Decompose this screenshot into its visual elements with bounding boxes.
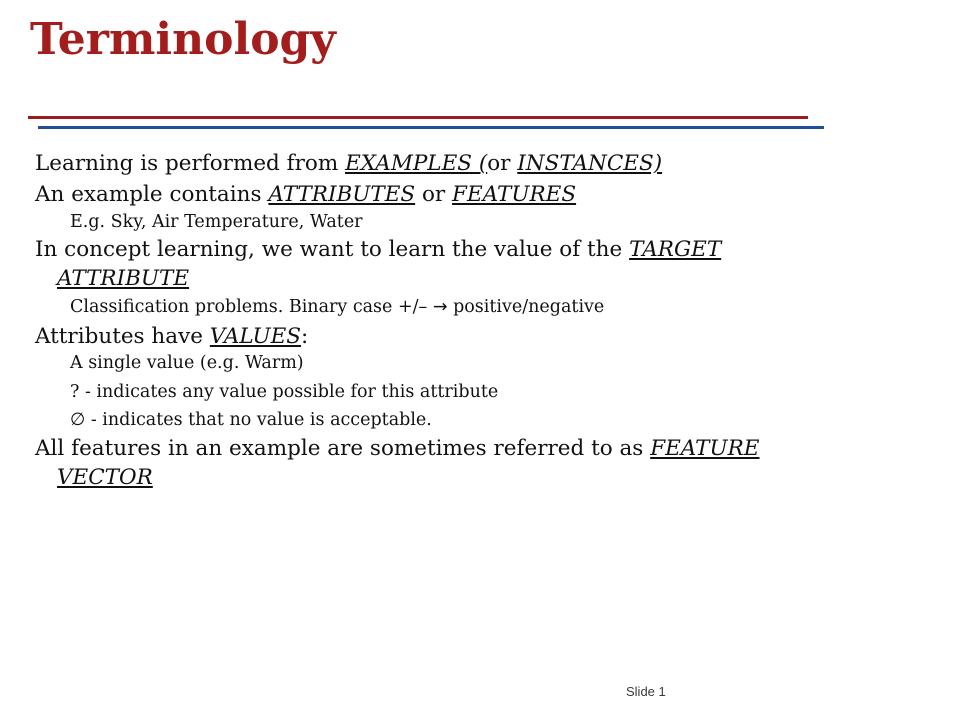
term-values: VALUES xyxy=(209,324,302,349)
sub-bullet-no-value xyxy=(70,410,432,430)
bullet-concept-learning xyxy=(35,237,721,262)
bullet-text: All features in an example are sometimes referred to as xyxy=(35,436,651,461)
term-target: TARGET xyxy=(629,237,722,262)
title-underline-red xyxy=(28,116,808,119)
bullet-text: ? - indicates any value possible for this attribute xyxy=(70,382,499,402)
bullet-feature-vector-cont xyxy=(57,465,153,490)
term-attributes: ATTRIBUTES xyxy=(268,182,416,207)
bullet-attributes xyxy=(35,182,576,207)
bullet-text: E.g. Sky, Air Temperature, Water xyxy=(70,212,363,232)
bullet-text: Attributes have xyxy=(35,324,210,349)
slide-title: Terminology xyxy=(30,14,336,65)
term-attribute: ATTRIBUTE xyxy=(57,266,190,291)
term-examples: EXAMPLES ( xyxy=(345,151,488,176)
term-instances: INSTANCES) xyxy=(517,151,663,176)
sub-bullet-any-value xyxy=(70,382,498,402)
bullet-text: or xyxy=(415,182,453,207)
bullet-examples xyxy=(35,151,662,176)
term-features: FEATURES xyxy=(452,182,577,207)
empty-set-icon: ∅ xyxy=(70,410,86,430)
bullet-text: A single value (e.g. Warm) xyxy=(70,353,304,373)
sub-bullet-classification xyxy=(70,297,604,317)
bullet-text: An example contains xyxy=(35,182,269,207)
bullet-text: positive/negative xyxy=(447,297,605,317)
bullet-text: : xyxy=(301,324,309,349)
bullet-feature-vector xyxy=(35,436,760,461)
slide-number: Slide 1 xyxy=(626,684,666,699)
bullet-text: In concept learning, we want to learn the value of the xyxy=(35,237,630,262)
title-underline-blue xyxy=(38,126,824,129)
bullet-concept-learning-cont xyxy=(57,266,189,291)
term-vector: VECTOR xyxy=(57,465,153,490)
bullet-text: Learning is performed from xyxy=(35,151,346,176)
sub-bullet-single-value xyxy=(70,353,304,373)
arrow-right-icon: → xyxy=(432,297,448,317)
bullet-text: or xyxy=(487,151,518,176)
term-feature: FEATURE xyxy=(650,436,760,461)
bullet-text: Classification problems. Binary case +/– xyxy=(70,297,433,317)
bullet-values xyxy=(35,324,308,349)
sub-bullet-example-attributes xyxy=(70,212,363,232)
bullet-text: - indicates that no value is acceptable. xyxy=(85,410,432,430)
